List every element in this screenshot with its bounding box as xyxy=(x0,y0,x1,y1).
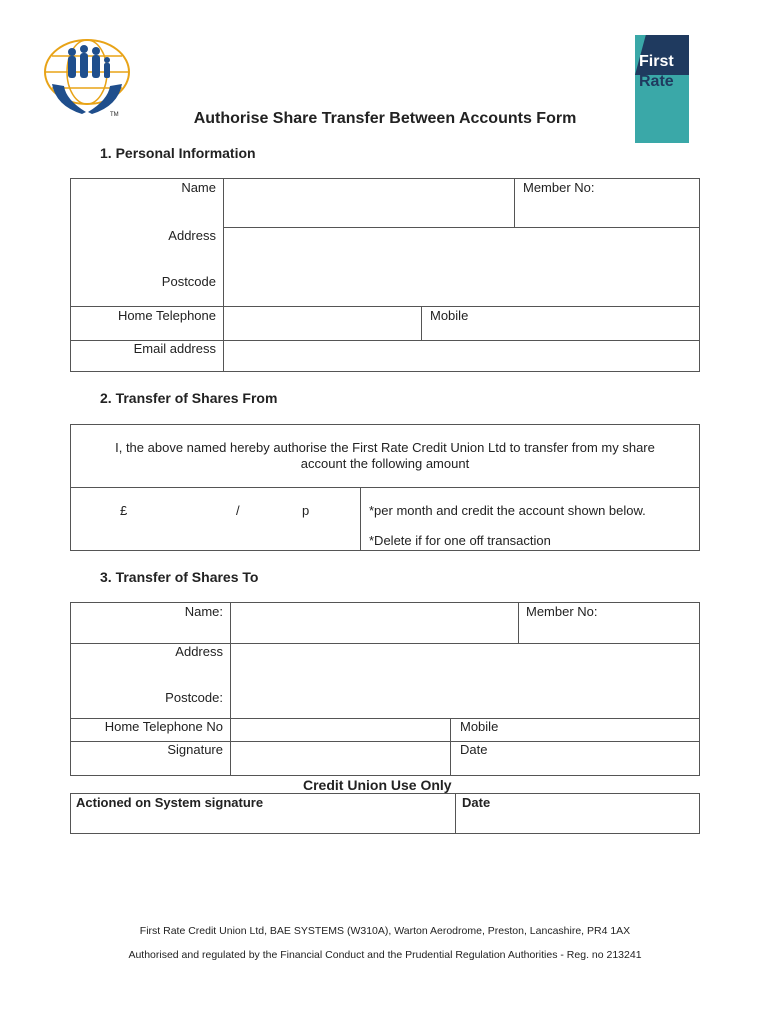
name-field[interactable] xyxy=(224,179,513,226)
name-label: Name xyxy=(181,180,216,195)
email-field[interactable] xyxy=(224,341,700,371)
to-address-label: Address xyxy=(175,644,223,659)
to-home-telephone-label: Home Telephone No xyxy=(104,719,223,734)
brand-first: First xyxy=(639,53,674,70)
actioned-label: Actioned on System signature xyxy=(76,795,264,810)
signature-label: Signature xyxy=(167,742,223,757)
to-mobile-label: Mobile xyxy=(460,719,499,734)
page-title: Authorise Share Transfer Between Accounts Form xyxy=(193,110,577,127)
trademark-mark: TM xyxy=(110,112,119,118)
to-name-field[interactable] xyxy=(231,603,517,642)
pence-sign: p xyxy=(302,503,310,518)
delete-note: *Delete if for one off transaction xyxy=(369,533,551,548)
globe-family-icon xyxy=(42,34,132,120)
footer-address: First Rate Credit Union Ltd, BAE SYSTEMS (W310A), Warton Aerodrome, Preston, Lancashire, PR4 1AX xyxy=(139,925,631,937)
email-label: Email address xyxy=(133,341,216,356)
member-no-label: Member No: xyxy=(523,180,595,195)
home-telephone-field[interactable] xyxy=(224,307,420,339)
pounds-amount-field[interactable] xyxy=(134,498,230,520)
brand-rate: Rate xyxy=(639,73,674,90)
to-name-label: Name: xyxy=(184,604,223,619)
section1-heading: 1. Personal Information xyxy=(100,145,256,161)
address-label: Address xyxy=(168,228,216,243)
pence-amount-field[interactable] xyxy=(248,498,298,520)
family-in-hands-logo xyxy=(42,34,132,120)
home-telephone-label: Home Telephone xyxy=(117,308,216,323)
mobile-label: Mobile xyxy=(430,308,469,323)
cu-date-label: Date xyxy=(462,795,491,810)
to-address-field[interactable] xyxy=(231,644,700,717)
per-month-text: *per month and credit the account shown below. xyxy=(369,503,646,518)
date-label: Date xyxy=(460,742,488,757)
authorise-statement-line1: I, the above named hereby authorise the First Rate Credit Union Ltd to transfer from my share xyxy=(115,440,655,455)
to-home-telephone-field[interactable] xyxy=(231,719,449,740)
to-member-no-label: Member No: xyxy=(526,604,598,619)
postcode-label: Postcode xyxy=(161,274,216,289)
authorise-statement-line2: account the following amount xyxy=(300,456,470,471)
section2-heading: 2. Transfer of Shares From xyxy=(100,390,278,406)
to-postcode-label: Postcode: xyxy=(165,690,223,705)
address-field[interactable] xyxy=(224,228,700,306)
credit-union-heading: Credit Union Use Only xyxy=(303,777,452,793)
pound-sign: £ xyxy=(120,503,128,518)
footer-regulation: Authorised and regulated by the Financial Conduct and the Prudential Regulation Authorities - Reg. no 213241 xyxy=(128,949,642,961)
amount-slash: / xyxy=(236,503,240,518)
signature-field[interactable] xyxy=(231,742,449,775)
section3-heading: 3. Transfer of Shares To xyxy=(100,569,259,585)
